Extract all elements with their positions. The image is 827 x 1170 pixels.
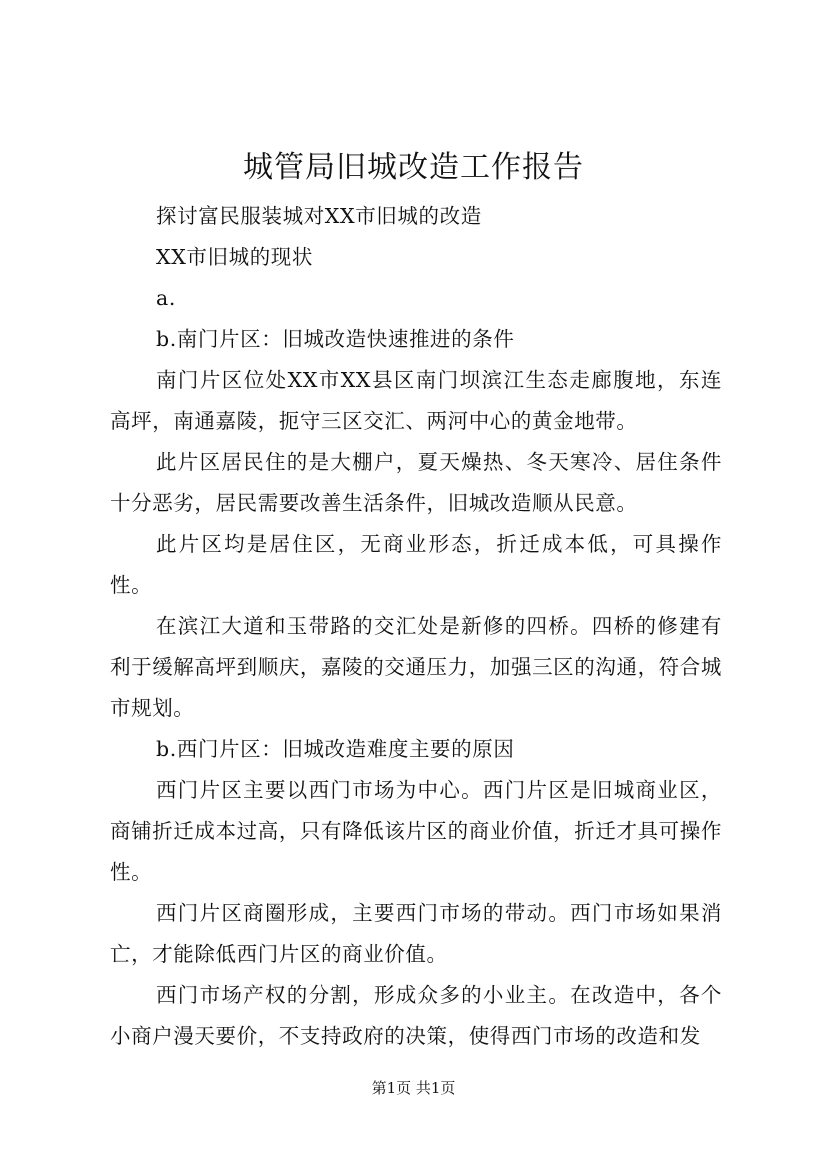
document-title: 城管局旧城改造工作报告 bbox=[243, 150, 584, 185]
paragraph-6: 此片区居民住的是大棚户，夏天燥热、冬天寒冷、居住条件十分恶劣，居民需要改善生活条件，旧城改造顺从民意。 bbox=[110, 450, 722, 515]
paragraph-2: XX市旧城的现状 bbox=[156, 245, 313, 269]
document-body bbox=[110, 196, 722, 1057]
paragraph-10: 西门片区主要以西门市场为中心。西门片区是旧城商业区，商铺折迁成本过高，只有降低该片区的商业价值，折迁才具可操作性。 bbox=[110, 778, 722, 884]
paragraph-7: 此片区均是居住区，无商业形态，折迁成本低，可具操作性。 bbox=[110, 532, 722, 597]
paragraph-8: 在滨江大道和玉带路的交汇处是新修的四桥。四桥的修建有利于缓解高坪到顺庆，嘉陵的交通压力，加强三区的沟通，符合城市规划。 bbox=[110, 614, 722, 720]
paragraph-4: b.南门片区：旧城改造快速推进的条件 bbox=[156, 327, 515, 351]
paragraph-9: b.西门片区：旧城改造难度主要的原因 bbox=[156, 737, 515, 761]
paragraph-1: 探讨富民服装城对XX市旧城的改造 bbox=[156, 204, 482, 228]
paragraph-3: a. bbox=[156, 286, 176, 310]
paragraph-12: 西门市场产权的分割，形成众多的小业主。在改造中，各个小商户漫天要价，不支持政府的决策，使得西门市场的改造和发 bbox=[110, 983, 722, 1048]
paragraph-11: 西门片区商圈形成，主要西门市场的带动。西门市场如果消亡，才能除低西门片区的商业价值。 bbox=[110, 901, 722, 966]
page-footer: 第1页 共1页 bbox=[371, 1079, 456, 1097]
paragraph-5: 南门片区位处XX市XX县区南门坝滨江生态走廊腹地，东连高坪，南通嘉陵，扼守三区交汇、两河中心的黄金地带。 bbox=[110, 368, 722, 433]
